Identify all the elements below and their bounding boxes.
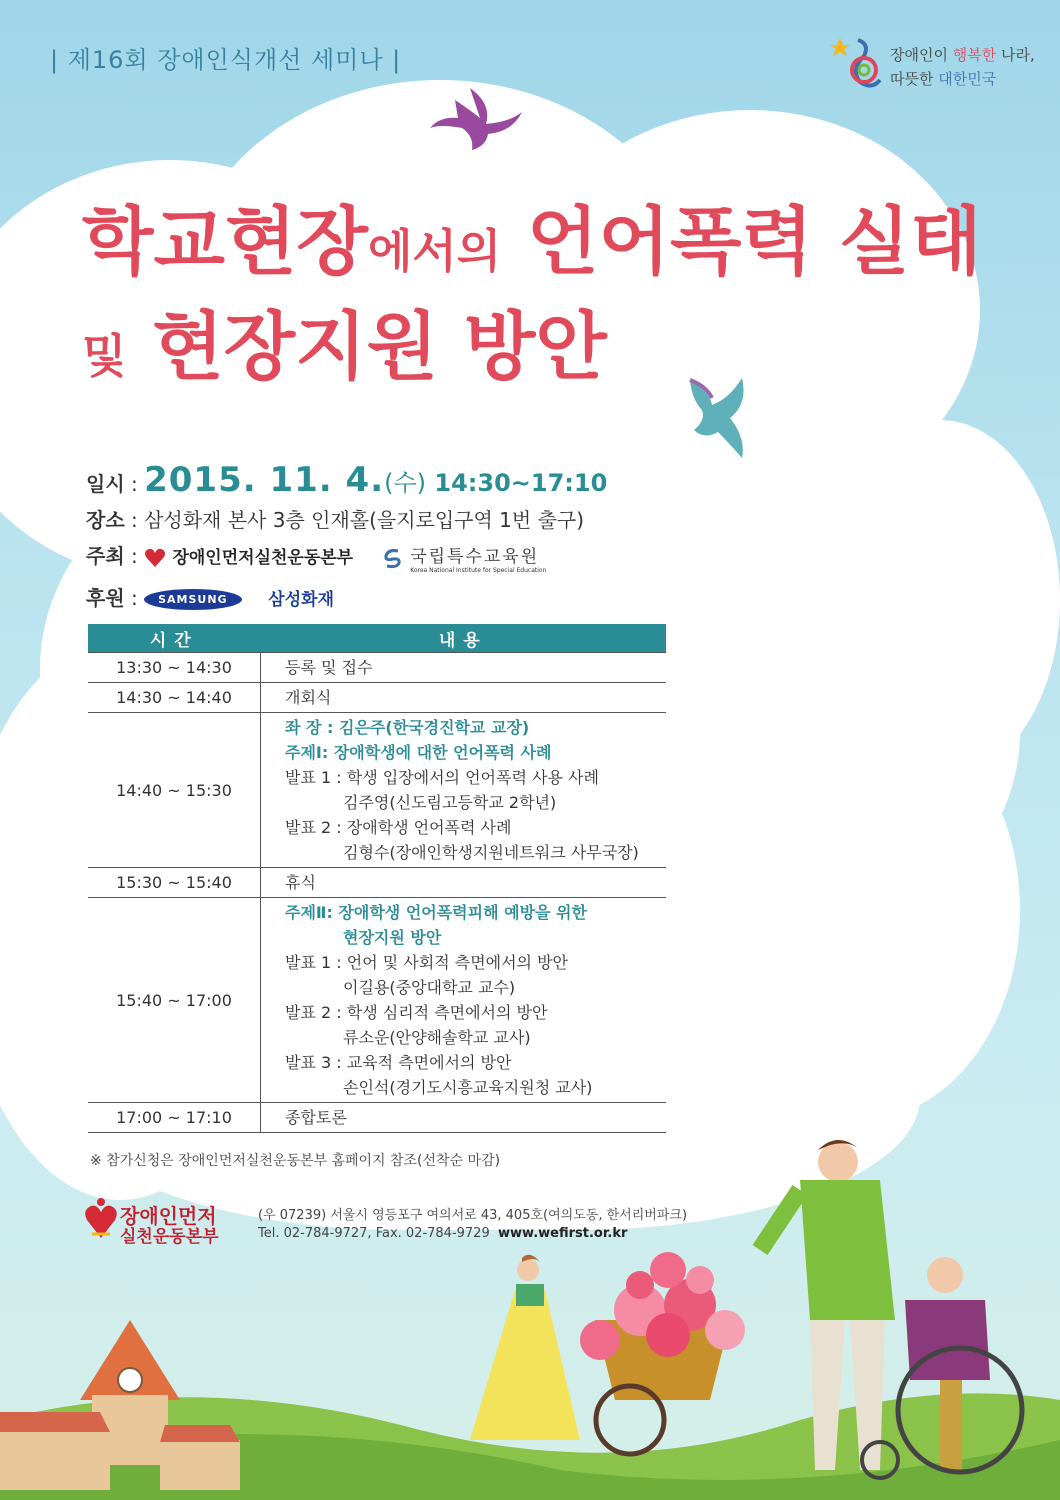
schedule-line: 개회식 bbox=[285, 688, 332, 707]
schedule-line: 류소운(안양해솔학교 교사) bbox=[343, 1028, 531, 1047]
schedule-line: 발표 2 : 학생 심리적 측면에서의 방안 bbox=[285, 1003, 548, 1022]
wefirst-logo: 장애인먼저 실천운동본부 bbox=[84, 1198, 254, 1246]
schedule-row bbox=[88, 683, 666, 713]
series-label: | 제16회 장애인식개선 세미나 | bbox=[50, 46, 402, 74]
schedule-line: 발표 3 : 교육적 측면에서의 방안 bbox=[285, 1053, 512, 1072]
campaign-logo-icon bbox=[830, 30, 886, 94]
schedule-time: 17:00 ~ 17:10 bbox=[88, 1103, 261, 1133]
schedule-line: 발표 2 : 장애학생 언어폭력 사례 bbox=[285, 818, 512, 837]
wefirst-logo-icon bbox=[84, 1198, 118, 1242]
samsung-logo: SAMSUNG bbox=[144, 589, 241, 610]
main-title-line1: 학교현장에서의 언어폭력 실태 bbox=[82, 199, 982, 285]
schedule-time: 15:30 ~ 15:40 bbox=[88, 868, 261, 898]
girl-figure bbox=[470, 1255, 580, 1440]
schedule-row bbox=[88, 868, 666, 898]
schedule-line: 김형수(장애인학생지원네트워크 사무국장) bbox=[343, 843, 639, 862]
schedule-row bbox=[88, 653, 666, 683]
campaign-slogan-line1: 장애인이 행복한 나라, bbox=[890, 46, 1035, 64]
schedule-line: 등록 및 접수 bbox=[285, 658, 373, 677]
schedule-content bbox=[261, 653, 667, 683]
registration-note: ※ 참가신청은 장애인먼저실천운동본부 홈페이지 참조(선착순 마감) bbox=[90, 1153, 501, 1169]
schedule-header-row bbox=[88, 624, 666, 653]
schedule-table bbox=[88, 624, 666, 1133]
campaign-logo bbox=[830, 30, 1040, 100]
schedule-content bbox=[261, 683, 667, 713]
footer-website-link[interactable]: www.wefirst.or.kr bbox=[498, 1226, 628, 1241]
schedule-line: 휴식 bbox=[285, 873, 316, 892]
schedule-line: 종합토론 bbox=[285, 1108, 347, 1127]
schedule-time: 14:30 ~ 14:40 bbox=[88, 683, 261, 713]
bird-blue-icon bbox=[690, 378, 744, 458]
schedule-content bbox=[261, 713, 667, 868]
schedule-line: 발표 1 : 학생 입장에서의 언어폭력 사용 사례 bbox=[285, 768, 599, 787]
heart-cart bbox=[580, 1252, 745, 1454]
schedule-line: 김주영(신도림고등학교 2학년) bbox=[343, 793, 557, 812]
schedule-content bbox=[261, 898, 667, 1103]
schedule-time: 13:30 ~ 14:30 bbox=[88, 653, 261, 683]
schedule-row bbox=[88, 1103, 666, 1133]
schedule-line: 주제Ⅱ: 장애학생 언어폭력피해 예방을 위한 bbox=[285, 903, 587, 922]
header-content: 내용 bbox=[261, 624, 667, 653]
schedule-line: 이길용(중앙대학교 교수) bbox=[343, 978, 516, 997]
campaign-slogan-line2: 따뜻한 대한민국 bbox=[890, 70, 997, 88]
header-time: 시간 bbox=[88, 624, 261, 653]
knise-logo-icon bbox=[382, 547, 404, 569]
event-sponsor: 후원 : SAMSUNG 삼성화재 bbox=[86, 586, 334, 610]
event-date: 일시 : 2015. 11. 4.(수) 14:30~17:10 bbox=[86, 460, 608, 500]
man-figure bbox=[760, 1140, 895, 1470]
schedule-row bbox=[88, 898, 666, 1103]
schedule-time: 14:40 ~ 15:30 bbox=[88, 713, 261, 868]
schedule-line: 발표 1 : 언어 및 사회적 측면에서의 방안 bbox=[285, 953, 569, 972]
bird-purple-icon bbox=[430, 88, 522, 150]
schedule-line: 현장지원 방안 bbox=[343, 928, 442, 947]
schedule-content bbox=[261, 868, 667, 898]
schedule-line: 주제Ⅰ: 장애학생에 대한 언어폭력 사례 bbox=[285, 743, 552, 762]
main-title-line2: 및 현장지원 방안 bbox=[82, 304, 607, 390]
footer-address: (우 07239) 서울시 영등포구 여의서로 43, 405호(여의도동, 한서리버파크) bbox=[258, 1208, 688, 1223]
wefirst-heart-icon bbox=[144, 547, 166, 569]
schedule-line: 손인석(경기도시흥교육지원청 교사) bbox=[343, 1078, 593, 1097]
schedule-row bbox=[88, 713, 666, 868]
schedule-time: 15:40 ~ 17:00 bbox=[88, 898, 261, 1103]
event-place: 장소 : 삼성화재 본사 3층 인재홀(을지로입구역 1번 출구) bbox=[86, 508, 585, 532]
schedule-line: 좌 장 : 김은주(한국경진학교 교장) bbox=[285, 718, 530, 737]
footer-contact: Tel. 02-784-9727, Fax. 02-784-9729 www.wefirst.or.kr bbox=[258, 1226, 628, 1241]
event-host: 주최 : 장애인먼저실천운동본부 국립특수교육원 Korea National Institute for Special Education bbox=[86, 544, 547, 574]
schedule-content bbox=[261, 1103, 667, 1133]
